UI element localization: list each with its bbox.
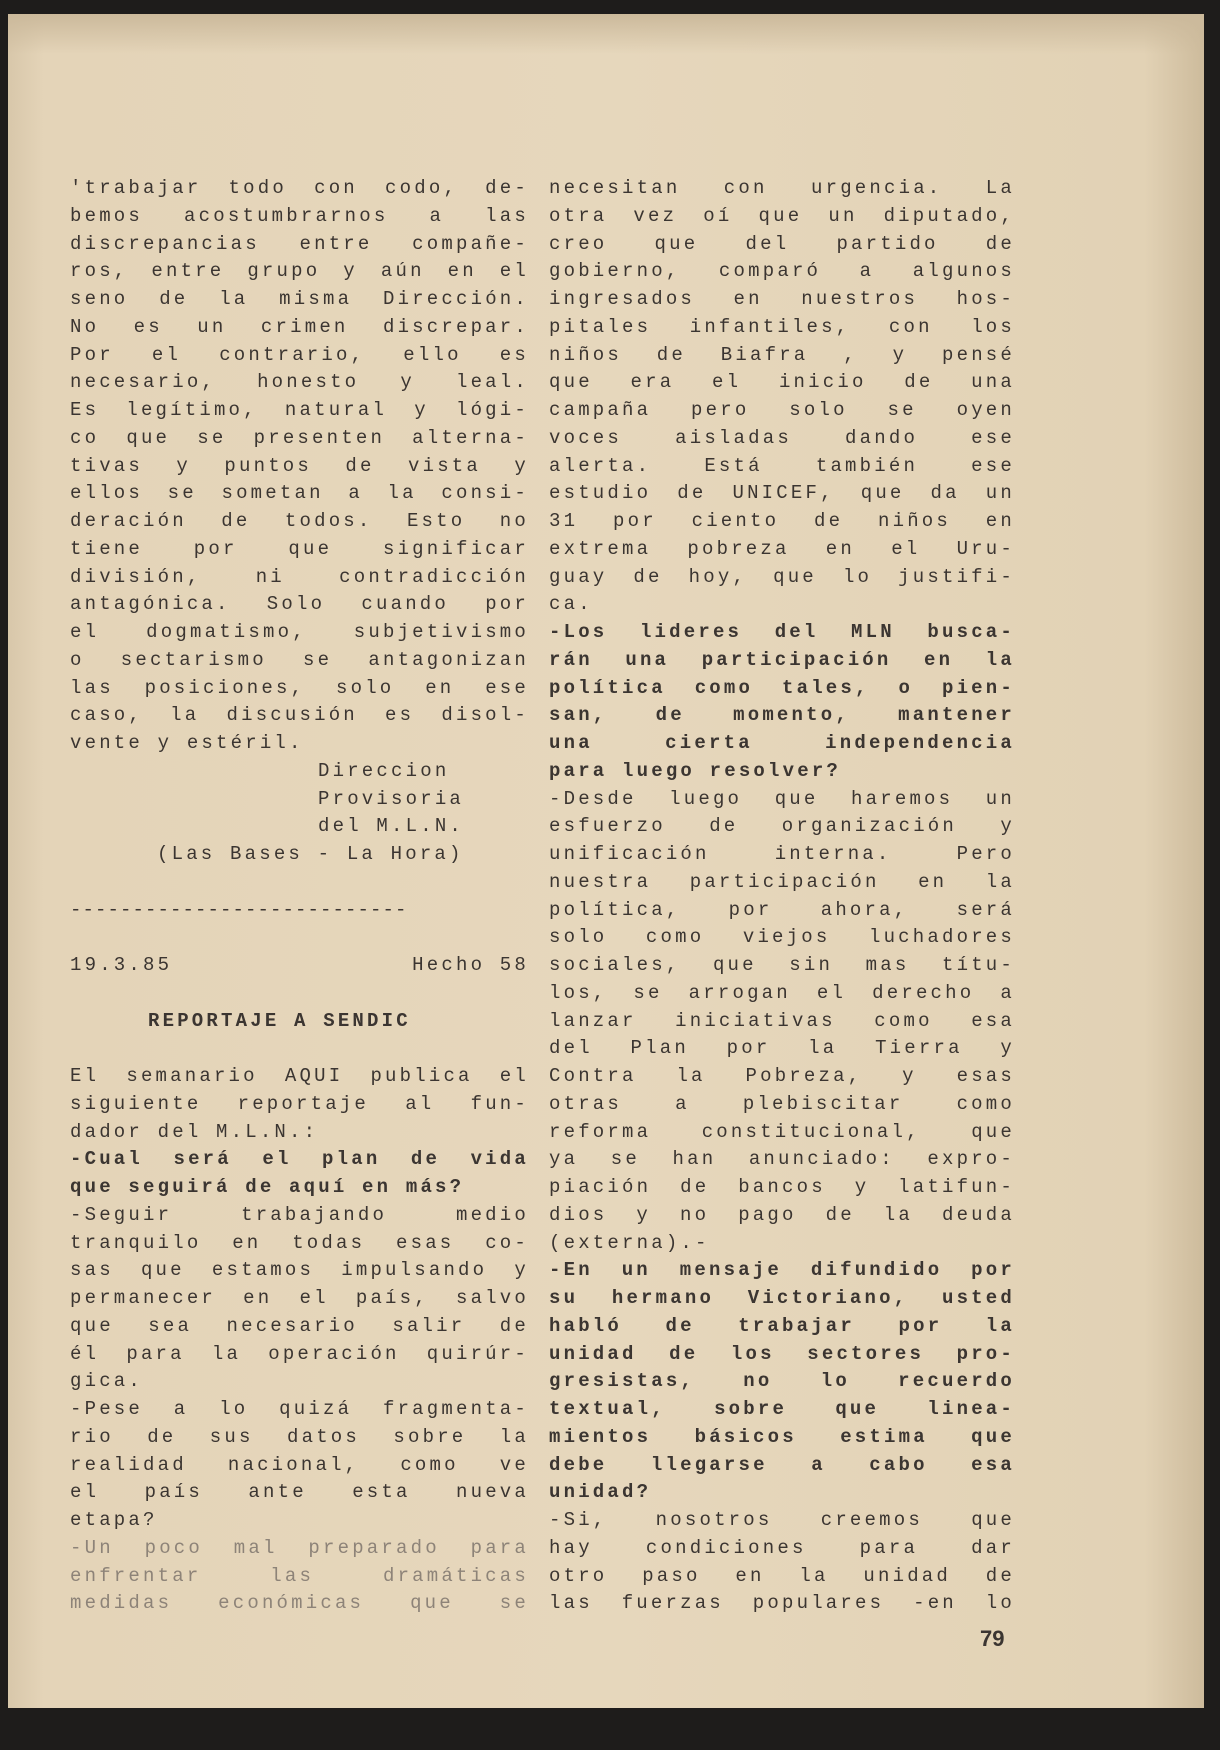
text-line: que sea necesario salir de — [70, 1314, 529, 1337]
text-line: El semanario AQUI publica el — [70, 1065, 529, 1087]
right-column — [549, 175, 1015, 1618]
text-line: los, se arrogan el derecho a — [549, 981, 1015, 1004]
text-line: otra vez oí que un diputado, — [549, 204, 1015, 227]
text-line: gobierno, comparó a algunos — [549, 260, 1015, 283]
text-line: tranquilo en todas esas co- — [70, 1231, 529, 1254]
blank-line — [70, 980, 529, 1008]
blank-line — [70, 924, 529, 952]
dateline-date: 19.3.85 — [70, 954, 173, 976]
text-line: ya se han anunciado: expro- — [549, 1148, 1015, 1171]
text-line: pitales infantiles, con los — [549, 315, 1015, 338]
text-line: dios y no pago de la deuda — [549, 1203, 1015, 1226]
text-line: sociales, que sin mas títu- — [549, 954, 1015, 976]
text-line: -Seguir trabajando medio — [70, 1203, 529, 1226]
article-heading: REPORTAJE A SENDIC — [148, 1009, 411, 1032]
text-line: para luego resolver? — [549, 759, 842, 782]
text-line: guay de hoy, que lo justifi- — [549, 565, 1015, 588]
text-line: creo que del partido de — [549, 232, 1015, 255]
text-line: solo como viejos luchadores — [549, 926, 1015, 949]
text-line: ca. — [549, 593, 593, 616]
text-line: campaña pero solo se oyen — [549, 399, 1015, 421]
text-line: siguiente reportaje al fun- — [70, 1092, 529, 1115]
text-line: etapa? — [70, 1509, 158, 1531]
text-line: ros, entre grupo y aún en el — [70, 260, 529, 283]
text-line: que seguirá de aquí en más? — [70, 1176, 465, 1198]
text-line: Por el contrario, ello es — [70, 343, 529, 366]
text-line: sas que estamos impulsando y — [70, 1259, 529, 1282]
text-line: división, ni contradicción — [70, 565, 529, 588]
text-line: (externa).- — [549, 1231, 710, 1254]
text-line: deración de todos. Esto no — [70, 510, 529, 532]
text-line: tivas y puntos de vista y — [70, 454, 529, 477]
text-line: nuestra participación en la — [549, 870, 1015, 893]
dateline — [70, 952, 529, 980]
text-line: él para la operación quirúr- — [70, 1342, 529, 1365]
text-line: política como tales, o pien- — [549, 676, 1015, 699]
text-line: Es legítimo, natural y lógi- — [70, 399, 529, 421]
text-line: discrepancias entre compañe- — [70, 232, 529, 255]
text-line: No es un crimen discrepar. — [70, 315, 529, 338]
text-line: o sectarismo se antagonizan — [70, 648, 529, 671]
text-line: 31 por ciento de niños en — [549, 510, 1015, 532]
signature-line: Direccion — [318, 759, 450, 782]
text-line: extrema pobreza en el Uru- — [549, 537, 1015, 560]
text-line: mientos básicos estima que — [549, 1425, 1015, 1448]
text-line: necesitan con urgencia. La — [549, 177, 1015, 199]
text-line: -Un poco mal preparado para — [70, 1536, 529, 1559]
text-line: -Cual será el plan de vida — [70, 1148, 529, 1171]
text-line: gresistas, no lo recuerdo — [549, 1370, 1015, 1393]
blank-line — [70, 869, 529, 897]
separator-line: --------------------------- — [70, 898, 408, 921]
source-credit: (Las Bases - La Hora) — [157, 843, 464, 865]
text-line: otras a plebiscitar como — [549, 1092, 1015, 1115]
text-line: las fuerzas populares -en lo — [549, 1592, 1015, 1615]
text-line: textual, sobre que linea- — [549, 1398, 1015, 1420]
text-line: el dogmatismo, subjetivismo — [70, 621, 529, 643]
text-line: bemos acostumbrarnos a las — [70, 204, 529, 227]
left-column — [70, 175, 529, 1618]
text-line: rio de sus datos sobre la — [70, 1425, 529, 1448]
text-line: alerta. Está también ese — [549, 454, 1015, 477]
text-line: 'trabajar todo con codo, de- — [70, 177, 529, 199]
text-line: necesario, honesto y leal. — [70, 371, 529, 394]
text-line: esfuerzo de organización y — [549, 815, 1015, 838]
text-line: antagónica. Solo cuando por — [70, 593, 529, 616]
text-line: -En un mensaje difundido por — [549, 1259, 1015, 1282]
text-line: enfrentar las dramáticas — [70, 1564, 529, 1587]
text-line: rán una participación en la — [549, 648, 1015, 671]
text-line: lanzar iniciativas como esa — [549, 1009, 1015, 1032]
text-line: gica. — [70, 1370, 144, 1393]
text-line: habló de trabajar por la — [549, 1314, 1015, 1337]
text-line: que era el inicio de una — [549, 371, 1015, 394]
text-line: el país ante esta nueva — [70, 1481, 529, 1504]
text-line: realidad nacional, como ve — [70, 1453, 529, 1476]
text-line: seno de la misma Dirección. — [70, 288, 529, 310]
text-line: dador del M.L.N.: — [70, 1120, 319, 1143]
text-line: política, por ahora, será — [549, 898, 1015, 921]
text-line: debe llegarse a cabo esa — [549, 1453, 1015, 1476]
blank-line — [70, 1035, 529, 1063]
text-line: una cierta independencia — [549, 732, 1015, 754]
signature-line: Provisoria — [318, 787, 465, 810]
text-line: otro paso en la unidad de — [549, 1564, 1015, 1587]
document-page — [8, 14, 1204, 1708]
page-number: 79 — [980, 1626, 1005, 1651]
text-line: medidas económicas que se — [70, 1592, 529, 1615]
text-line: Contra la Pobreza, y esas — [549, 1065, 1015, 1087]
text-line: piación de bancos y latifun- — [549, 1176, 1015, 1198]
text-line: voces aisladas dando ese — [549, 426, 1015, 449]
text-line: estudio de UNICEF, que da un — [549, 482, 1015, 505]
text-line: unidad? — [549, 1481, 652, 1504]
text-line: reforma constitucional, que — [549, 1120, 1015, 1143]
signature-line: del M.L.N. — [318, 815, 465, 838]
text-line: san, de momento, mantener — [549, 704, 1015, 727]
text-line: -Si, nosotros creemos que — [549, 1509, 1015, 1531]
text-line: -Pese a lo quizá fragmenta- — [70, 1398, 529, 1420]
dateline-publication: Hecho 58 — [412, 954, 529, 976]
text-line: hay condiciones para dar — [549, 1536, 1015, 1559]
text-line: permanecer en el país, salvo — [70, 1287, 529, 1309]
text-line: -Desde luego que haremos un — [549, 787, 1015, 810]
text-line: niños de Biafra , y pensé — [549, 343, 1015, 366]
text-line: su hermano Victoriano, usted — [549, 1287, 1015, 1309]
text-line: caso, la discusión es disol- — [70, 704, 529, 727]
text-line: -Los lideres del MLN busca- — [549, 621, 1015, 643]
text-line: co que se presenten alterna- — [70, 426, 529, 449]
text-line: del Plan por la Tierra y — [549, 1037, 1015, 1060]
text-line: ingresados en nuestros hos- — [549, 288, 1015, 310]
text-line: las posiciones, solo en ese — [70, 676, 529, 699]
text-line: unidad de los sectores pro- — [549, 1342, 1015, 1365]
text-line: vente y estéril. — [70, 732, 304, 754]
scan-shadow — [8, 14, 1204, 54]
text-line: unificación interna. Pero — [549, 843, 1015, 865]
text-line: tiene por que significar — [70, 537, 529, 560]
text-line: ellos se sometan a la consi- — [70, 482, 529, 505]
